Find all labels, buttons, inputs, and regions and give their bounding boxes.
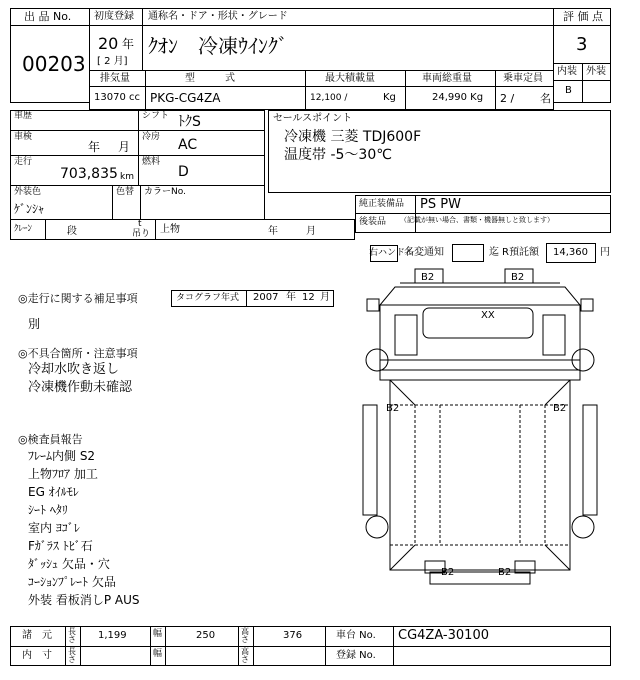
inner-height-label: 高さ xyxy=(241,647,249,664)
model-code: PKG-CG4ZA xyxy=(150,91,221,105)
length-value: 1,199 xyxy=(98,630,127,641)
crane-stage: 段 xyxy=(67,226,77,237)
width-label: 幅 xyxy=(153,629,163,639)
gross-weight-label: 車両総重量 xyxy=(422,73,472,84)
inspector-line-6: Fｶﾞﾗｽ ﾄﾋﾞ石 xyxy=(28,539,93,553)
width-value: 250 xyxy=(196,630,216,641)
model-name: ｸｵﾝ 冷凍ｳｲﾝｸﾞ xyxy=(148,34,288,58)
inspection-label: 車検 xyxy=(14,132,33,142)
max-load: 12,100 / xyxy=(310,93,348,103)
mark-rear-right: B2 xyxy=(498,567,512,578)
aftermarket-note: （記載が無い場合、書類・機器無しと致します） xyxy=(400,216,554,224)
defect-line-1: 冷却水吹き返し xyxy=(28,362,120,377)
name-change-box xyxy=(452,244,484,262)
first-reg-label: 初度登録 xyxy=(94,11,134,22)
model-name-label: 通称名・ドア・形状・グレード xyxy=(148,11,288,22)
windshield xyxy=(423,308,533,338)
sales-point-line-2: 温度帯 -5～30℃ xyxy=(284,147,392,163)
body-label: 上物 xyxy=(160,224,180,235)
tacho-month: 12 xyxy=(302,292,315,303)
tacho-month-unit: 月 xyxy=(320,292,330,303)
color-code-label: カラーNo. xyxy=(144,187,186,197)
interior-label: 内装 xyxy=(557,66,577,77)
crane-lift: 吊り xyxy=(132,229,151,239)
mark-windshield: XX xyxy=(481,310,495,321)
recycle-label: R預託額 xyxy=(502,247,539,258)
capacity-unit: 名 xyxy=(540,92,551,105)
crane-t: t xyxy=(138,219,142,229)
inspector-line-1: ﾌﾚｰﾑ内側 S2 xyxy=(28,449,96,463)
dimensions-label: 諸 元 xyxy=(22,630,52,641)
inner-width-label: 幅 xyxy=(153,649,163,659)
standard-equipment-label: 純正装備品 xyxy=(359,199,405,209)
defects-title: ◎不具合箇所・注意事項 xyxy=(18,347,138,360)
model-code-label: 型 式 xyxy=(185,73,235,84)
aftermarket-label: 後装品 xyxy=(359,217,387,227)
reg-year: 20 xyxy=(98,34,119,53)
max-load-label: 最大積載量 xyxy=(325,73,375,84)
history-label: 車歴 xyxy=(14,111,33,121)
standard-equipment: PS PW xyxy=(420,197,461,212)
mark-front-left: B2 xyxy=(421,272,435,283)
exterior-color: ｹﾞﾝｼｬ xyxy=(14,202,45,216)
tacho-year-unit: 年 xyxy=(286,292,296,303)
max-load-unit: Kg xyxy=(383,92,396,103)
exterior-color-label: 外装色 xyxy=(14,187,42,197)
rear-left-wheel xyxy=(366,516,388,538)
ac-label: 冷房 xyxy=(142,132,161,142)
capacity-label: 乗車定員 xyxy=(503,73,543,84)
inspection-month-unit: 月 xyxy=(118,140,131,154)
fuel-label: 燃料 xyxy=(142,157,161,167)
right-mirror xyxy=(581,299,593,311)
recycle-amount: 14,360 xyxy=(553,247,588,258)
body-year-unit: 年 xyxy=(268,226,278,237)
height-value: 376 xyxy=(283,630,303,641)
left-mirror xyxy=(367,299,379,311)
displacement-label: 排気量 xyxy=(100,73,130,84)
rear-right-wheel xyxy=(572,516,594,538)
gross-weight: 24,990 Kg xyxy=(432,92,484,103)
mark-rear-left: B2 xyxy=(441,567,455,578)
displacement: 13070 cc xyxy=(94,92,140,103)
cab-outline xyxy=(380,287,580,380)
steering: 右ハンドル xyxy=(369,248,415,258)
score-label: 評 価 点 xyxy=(563,10,603,23)
chassis-label: 車台 No. xyxy=(336,630,376,641)
running-note: 別 xyxy=(28,317,41,331)
inner-length-label: 長さ xyxy=(68,647,76,664)
running-notes-title: ◎走行に関する補足事項 xyxy=(18,292,138,305)
recycle-unit: 円 xyxy=(600,247,610,258)
chassis-number: CG4ZA-30100 xyxy=(398,628,489,643)
inspector-line-9: 外装 看板消しP AUS xyxy=(28,593,140,607)
inspector-line-8: ｺｰｼｮﾝﾌﾟﾚｰﾄ 欠品 xyxy=(28,575,116,589)
truck-diagram xyxy=(355,265,605,595)
defect-line-2: 冷凍機作動未確認 xyxy=(28,380,133,395)
cargo-box xyxy=(390,380,570,570)
mileage-label: 走行 xyxy=(14,157,33,167)
inspector-line-7: ﾀﾞｯｼｭ 欠品・穴 xyxy=(28,557,110,571)
lot-label: 出 品 No. xyxy=(24,10,72,23)
score-value: 3 xyxy=(576,34,588,55)
length-label: 長さ xyxy=(68,627,76,644)
crane-label: ｸﾚｰﾝ xyxy=(14,224,33,234)
inspector-line-4: ｼｰﾄ ﾍﾀﾘ xyxy=(28,503,68,517)
inspector-line-2: 上物ﾌﾛｱ 加工 xyxy=(28,467,98,481)
mileage-unit: km xyxy=(120,172,134,182)
inner-dimensions-label: 内 寸 xyxy=(22,650,52,661)
capacity: 2 / xyxy=(500,92,515,105)
tacho-year: 2007 xyxy=(253,292,279,303)
tacho-label: タコグラフ年式 xyxy=(176,293,240,303)
color-change-label: 色替 xyxy=(116,187,135,197)
body-month-unit: 月 xyxy=(306,226,316,237)
height-label: 高さ xyxy=(241,627,249,644)
inspection-year-unit: 年 xyxy=(88,140,101,154)
reg-month: [ 2 月] xyxy=(97,56,128,67)
reg-no-label: 登録 No. xyxy=(336,650,376,661)
inspector-line-3: EG ｵｲﾙﾓﾚ xyxy=(28,485,79,499)
shift-label: シフト xyxy=(142,111,170,121)
shift-value: ﾄｸS xyxy=(178,114,201,130)
lot-number: 00203 xyxy=(22,52,86,76)
reg-year-unit: 年 xyxy=(122,37,135,51)
exterior-label: 外装 xyxy=(586,66,606,77)
name-change-label: 名変通知 xyxy=(404,247,444,258)
sales-point-line-1: 冷凍機 三菱 TDJ600F xyxy=(284,129,422,145)
inspector-title: ◎検査員報告 xyxy=(18,433,83,446)
ac-value: AC xyxy=(178,137,198,153)
deadline-label: 迄 xyxy=(489,247,499,258)
sales-point-label: セールスポイント xyxy=(273,113,353,124)
mark-front-right: B2 xyxy=(511,272,525,283)
mark-left-side: B2 xyxy=(386,403,400,414)
fuel-value: D xyxy=(178,164,189,180)
crane-row xyxy=(10,219,355,240)
inspector-line-5: 室内 ﾖｺﾞﾚ xyxy=(28,521,80,535)
interior-grade: B xyxy=(565,85,572,96)
mark-right-side: B2 xyxy=(553,403,567,414)
mileage-value: 703,835 xyxy=(60,166,118,182)
